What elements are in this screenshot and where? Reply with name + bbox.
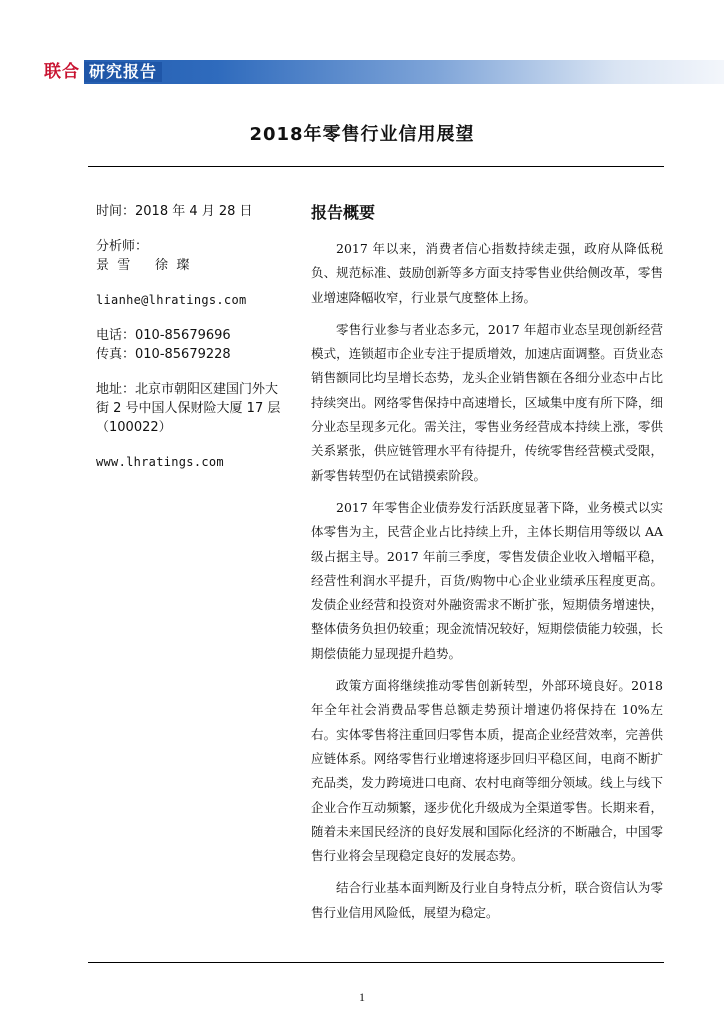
document-title: 2018年零售行业信用展望 — [249, 124, 475, 145]
office-address: 地址：北京市朝阳区建国门外大街 2 号中国人保财险大厦 17 层（100022） — [96, 382, 281, 435]
report-date: 时间：2018 年 4 月 28 日 — [96, 204, 253, 219]
website-link: www.lhratings.com — [96, 455, 224, 469]
contact-email: lianhe@lhratings.com — [96, 293, 247, 307]
brand-name: 联合 — [44, 62, 80, 82]
summary-paragraph: 零售行业参与者业态多元，2017 年超市业态呈现创新经营模式，连锁超市企业专注于提质增效，加速店面调整。百货业态销售额同比均呈增长态势，龙头企业销售额在各细分业态中占比持续突出。网络零售保持中高速增长，区域集中度有所下降，细分业态呈现多元化。需关注，零售业务经营成本持续上涨，零供关系紧张，供应链管理水平有待提升，传统零售经营模式受限，新零售转型仍在试错摸索阶段。 — [311, 321, 663, 483]
page-number: 1 — [359, 990, 365, 1004]
footer-divider — [88, 962, 664, 963]
analyst-names: 景 雪 徐 璨 — [96, 258, 190, 273]
analyst-label: 分析师： — [96, 239, 149, 254]
summary-heading: 报告概要 — [311, 203, 376, 222]
summary-section — [311, 200, 663, 933]
contact-numbers — [96, 326, 286, 364]
summary-paragraph: 2017 年以来，消费者信心指数持续走强，政府从降低税负、规范标准、鼓励创新等多方面支持零售业供给侧改革，零售业增速降幅收窄，行业景气度整体上扬。 — [311, 241, 663, 305]
phone-number: 电话：010-85679696 — [96, 328, 231, 343]
summary-paragraph: 2017 年零售企业债券发行活跃度显著下降，业务模式以实体零售为主，民营企业占比持续上升，主体长期信用等级以 AA 级占据主导。2017 年前三季度，零售发债企业收入增幅平稳，经营性利润水平提升，百货/购物中心企业业绩承压程度更高。发债企业经营和投资对外融资需求不断扩张，短期债务增速快，整体债务负担仍较重；现金流情况较好，短期偿债能力较强，长期偿债能力显现提升趋势。 — [311, 499, 663, 661]
summary-paragraph: 结合行业基本面判断及行业自身特点分析，联合资信认为零售行业信用风险低，展望为稳定。 — [311, 880, 663, 920]
sidebar-info — [96, 202, 286, 488]
title-divider — [88, 166, 664, 167]
summary-paragraph: 政策方面将继续推动零售创新转型，外部环境良好。2018 年全年社会消费品零售总额走势预计增速仍将保持在 10%左右。实体零售将注重回归零售本质，提高企业经营效率，完善供应链体系。网络零售行业增速将逐步回归平稳区间，电商不断扩充品类，发力跨境进口电商、农村电商等细分领域。线上与线下企业合作互动频繁，逐步优化升级成为全渠道零售。长期来看，随着未来国民经济的良好发展和国际化经济的不断融合，中国零售行业将会呈现稳定良好的发展态势。 — [311, 678, 663, 864]
fax-number: 传真：010-85679228 — [96, 347, 231, 362]
brand-report-label: 研究报告 — [84, 62, 162, 82]
analyst-block — [96, 237, 286, 275]
